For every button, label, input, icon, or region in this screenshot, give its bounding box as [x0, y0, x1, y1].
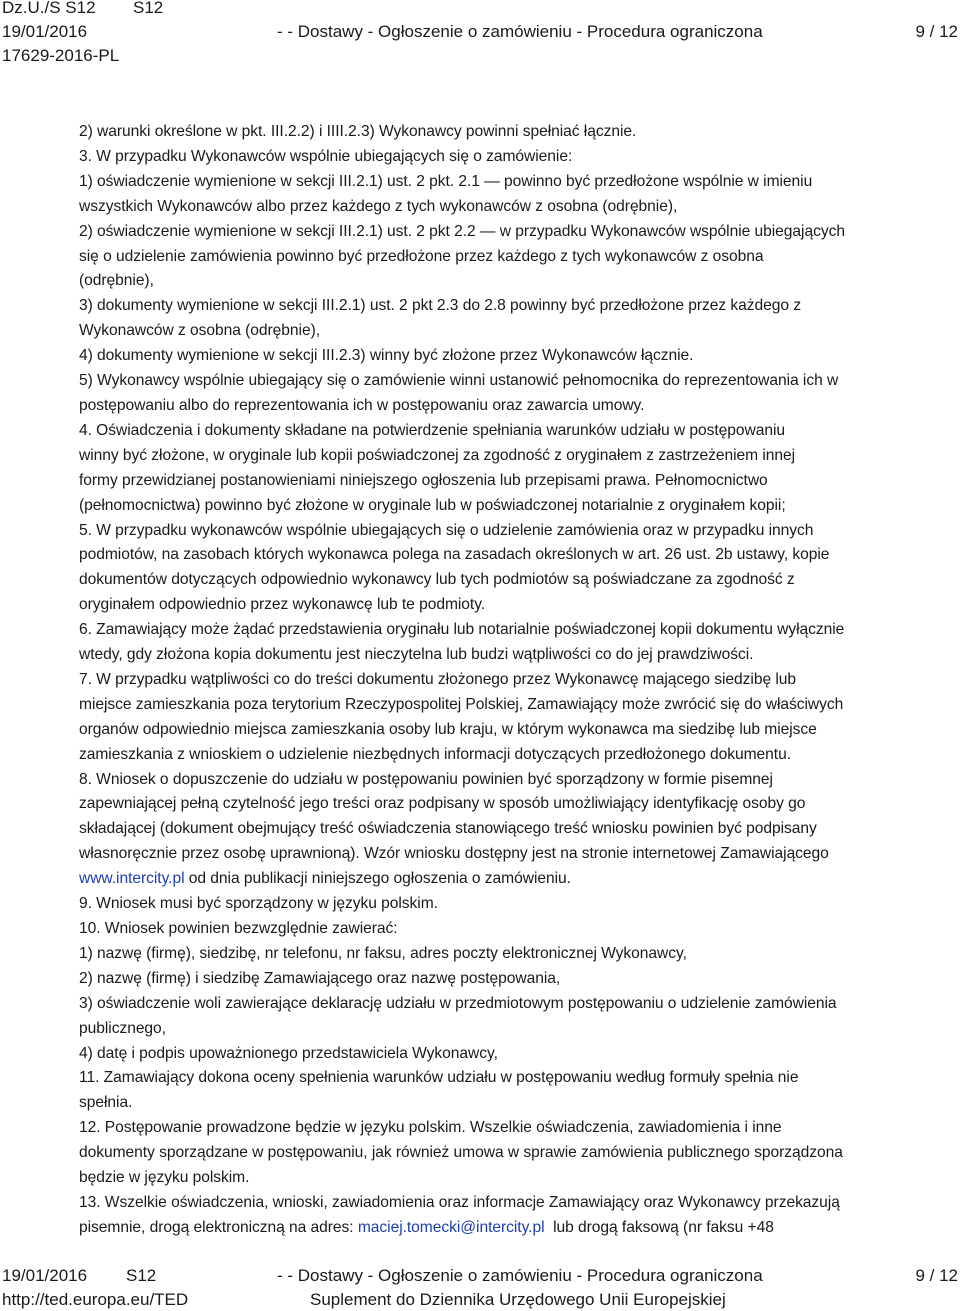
text-line: 11. Zamawiający dokona oceny spełnienia warunków udziału w postępowaniu według formuły spełnia nie [79, 1069, 799, 1087]
text-line: dokumenty sporządzane w postępowaniu, jak również umowa w sprawie zamówienia publicznego sporządzona [79, 1144, 843, 1162]
footer-page-number: 9 / 12 [915, 1266, 958, 1285]
text-line: 4. Oświadczenia i dokumenty składane na potwierdzenie spełniania warunków udziału w postępowaniu [79, 421, 786, 439]
text-line: publicznego, [79, 1019, 166, 1037]
text-line: wtedy, gdy złożona kopia dokumentu jest nieczytelna lub budzi wątpliwości co do jej prawdziwości. [79, 646, 754, 664]
header-journal: Dz.U./S S12 [2, 0, 96, 17]
text-line: dokumentów dotyczących odpowiednio wykonawcy lub tych podmiotów są poświadczane za zgodność z [79, 571, 795, 589]
text-line: 6. Zamawiający może żądać przedstawienia oryginału lub notarialnie poświadczonej kopii dokumentu wyłącznie [79, 621, 845, 639]
text-line: 8. Wniosek o dopuszczenie do udziału w postępowaniu powinien być sporządzony w formie pisemnej [79, 770, 773, 788]
text-line: 2) warunki określone w pkt. III.2.2) i IIII.2.3) Wykonawcy powinni spełniać łącznie. [79, 123, 637, 140]
text-line: zamieszkania z wnioskiem o udzielenie niezbędnych informacji dotyczących przedłożonego dokumentu. [79, 745, 791, 763]
text-line: spełnia. [79, 1094, 133, 1112]
footer-series: S12 [126, 1266, 157, 1285]
footer-date: 19/01/2016 [2, 1266, 88, 1285]
text-line-email-after: lub drogą faksową (nr faksu +48 [544, 1218, 774, 1236]
text-line: się o udzielenie zamówienia powinno być przedłożone przez każdego z tych wykonawców z osobna [79, 247, 764, 265]
intercity-website-link[interactable]: www.intercity.pl [79, 870, 185, 888]
text-line: Wykonawców z osobna (odrębnie), [79, 322, 320, 340]
text-line: 2) nazwę (firmę) i siedzibę Zamawiającego oraz nazwę postępowania, [79, 969, 561, 987]
text-line: wszystkich Wykonawców albo przez każdego z tych wykonawców z osobna (odrębnie), [79, 197, 678, 215]
email-link[interactable]: maciej.tomecki@intercity.pl [357, 1218, 545, 1236]
text-line: postępowaniu albo do reprezentowania ich w postępowaniu oraz zawarcia umowy. [79, 396, 645, 414]
document-body [79, 120, 957, 1241]
text-line-link-after: od dnia publikacji niniejszego ogłoszenia o zamówieniu. [184, 870, 571, 888]
text-line: składającej (dokument obejmujący treść oświadczenia stanowiącego treść wniosku powinien być podpisany [79, 820, 817, 838]
text-line: 9. Wniosek musi być sporządzony w języku polskim. [79, 895, 438, 913]
text-line: 4) datę i podpis upoważnionego przedstawiciela Wykonawcy, [79, 1044, 498, 1062]
text-line: 3) oświadczenie woli zawierające deklarację udziału w przedmiotowym postępowaniu o udzielenie zamówienia [79, 994, 837, 1012]
text-line: (pełnomocnictwa) powinno być złożone w oryginale lub w poświadczonej notarialnie z oryginałem kopii; [79, 496, 786, 514]
text-line: 3) dokumenty wymienione w sekcji III.2.1) ust. 2 pkt 2.3 do 2.8 powinny być przedłożone przez każdego z [79, 297, 802, 315]
text-line: 5) Wykonawcy wspólnie ubiegający się o zamówienie winni ustanowić pełnomocnika do reprezentowania ich w [79, 372, 839, 390]
text-line: miejsce zamieszkania poza terytorium Rzeczypospolitej Polskiej, Zamawiający może zwrócić się do właściwych [79, 695, 844, 713]
footer-supplement: Suplement do Dziennika Urzędowego Unii Europejskiej [310, 1290, 726, 1309]
text-line: (odrębnie), [79, 272, 154, 290]
text-line: 2) oświadczenie wymienione w sekcji III.2.1) ust. 2 pkt 2.2 — w przypadku Wykonawców wspólnie ubiegających [79, 222, 845, 240]
text-line: będzie w języku polskim. [79, 1169, 250, 1187]
text-line: zapewniającej pełną czytelność jego treści oraz podpisany w sposób umożliwiający identyfikację osoby go [79, 795, 806, 813]
text-line-link [79, 867, 957, 892]
text-line: winny być złożone, w oryginale lub kopii poświadczonej za zgodność z oryginałem z zastrzeżeniem innej [79, 446, 796, 464]
text-line: własnoręcznie przez osobę uprawnioną). Wzór wniosku dostępny jest na stronie internetowej Zamawiającego [79, 845, 829, 863]
footer-url: http://ted.europa.eu/TED [2, 1290, 189, 1309]
header-notice-id: 17629-2016-PL [2, 46, 120, 65]
header-series: S12 [133, 0, 164, 17]
header-title: - - Dostawy - Ogłoszenie o zamówieniu - Procedura ograniczona [277, 22, 763, 41]
text-line-email-before: pisemnie, drogą elektroniczną na adres: [79, 1218, 358, 1236]
text-line: podmiotów, na zasobach których wykonawca polega na zasadach określonych w art. 26 ust. 2b ustawy, kopie [79, 546, 830, 564]
paragraph-block-b [79, 892, 957, 1216]
text-line: oryginałem odpowiednio przez wykonawcę lub te podmioty. [79, 596, 486, 614]
text-line: 13. Wszelkie oświadczenia, wnioski, zawiadomienia oraz informacje Zamawiający oraz Wykonawcy przekazują [79, 1193, 840, 1211]
paragraph-block-a [79, 120, 957, 867]
footer-title: - - Dostawy - Ogłoszenie o zamówieniu - Procedura ograniczona [277, 1266, 763, 1285]
text-line: 4) dokumenty wymienione w sekcji III.2.3) winny być złożone przez Wykonawców łącznie. [79, 347, 694, 365]
text-line: 1) nazwę (firmę), siedzibę, nr telefonu, nr faksu, adres poczty elektronicznej Wykonawcy, [79, 944, 687, 962]
text-line: 12. Postępowanie prowadzone będzie w języku polskim. Wszelkie oświadczenia, zawiadomienia i inne [79, 1119, 782, 1137]
text-line: 1) oświadczenie wymienione w sekcji III.2.1) ust. 2 pkt. 2.1 — powinno być przedłożone wspólnie w imieniu [79, 172, 813, 190]
text-line: organów odpowiednio miejsca zamieszkania osoby lub kraju, w którym wykonawca ma siedzibę lub miejsce [79, 720, 817, 738]
text-line: formy przewidzianej postanowieniami niniejszego ogłoszenia lub przepisami prawa. Pełnomocnictwo [79, 471, 768, 489]
text-line: 5. W przypadku wykonawców wspólnie ubiegających się o udzielenie zamówienia oraz w przypadku innych [79, 521, 814, 539]
header-page-number: 9 / 12 [915, 22, 958, 41]
text-line: 10. Wniosek powinien bezwzględnie zawierać: [79, 920, 398, 937]
text-line: 7. W przypadku wątpliwości co do treści dokumentu złożonego przez Wykonawcę mającego siedzibę lub [79, 670, 797, 688]
text-line: 3. W przypadku Wykonawców wspólnie ubiegających się o zamówienie: [79, 147, 573, 165]
header-date: 19/01/2016 [2, 22, 88, 41]
text-line-email [79, 1216, 957, 1241]
